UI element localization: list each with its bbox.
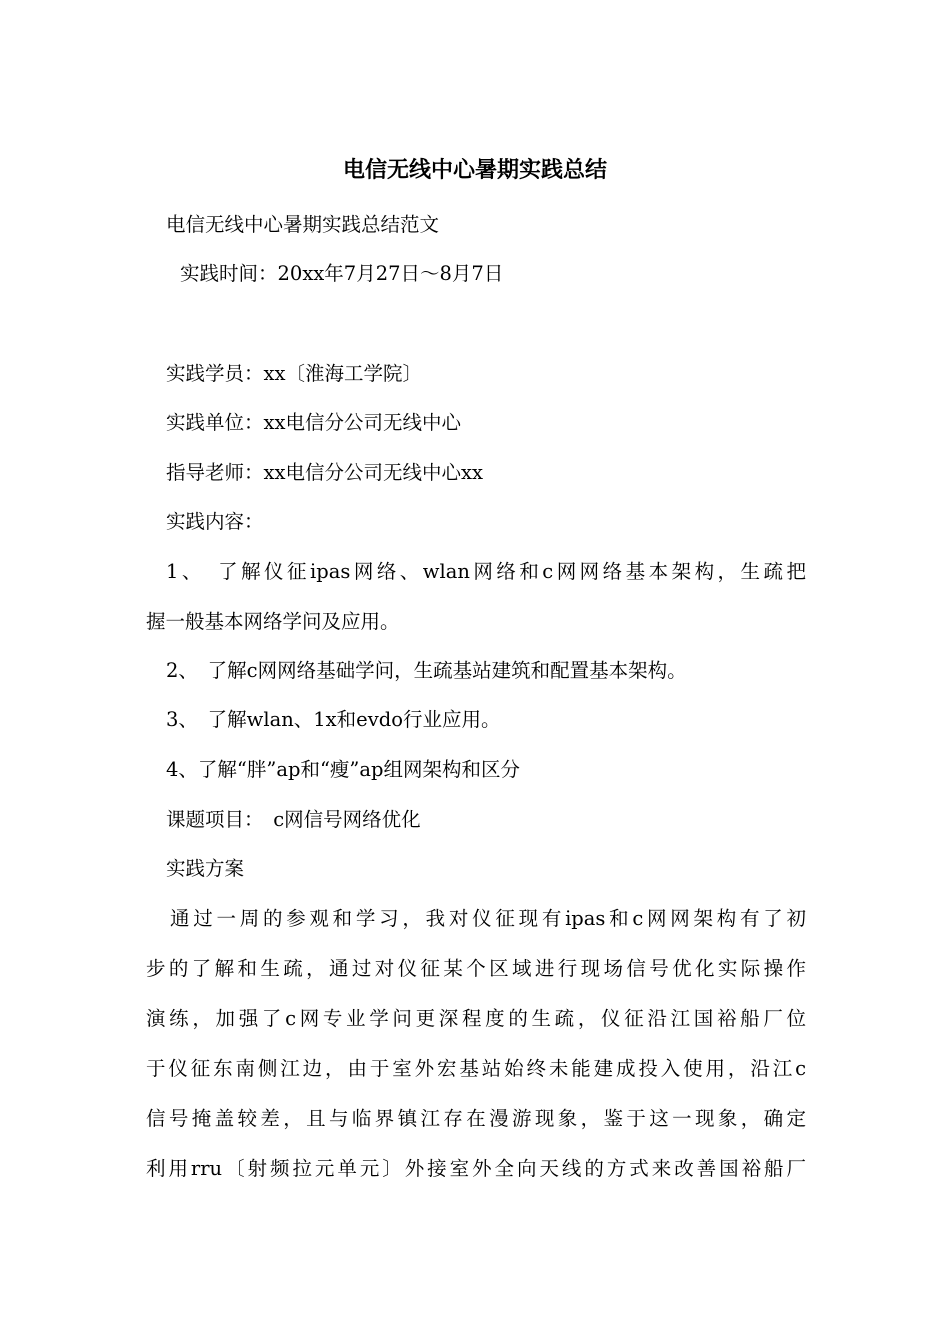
plan-paragraph-line-2: 步的了解和生疏，通过对仪征某个区域进行现场信号优化实际操作: [146, 957, 806, 980]
plan-paragraph-line-4: 于仪征东南侧江边，由于室外宏基站始终未能建成投入使用，沿江c: [146, 1057, 806, 1080]
plan-paragraph-line-6: 利用rru〔射频拉元单元〕外接室外全向天线的方式来改善国裕船厂: [146, 1157, 806, 1180]
plan-paragraph-line-1: 通过一周的参观和学习，我对仪征现有ipas和c网网架构有了初: [170, 907, 806, 930]
content-item-1: 1、 了解仪征ipas网络、wlan网络和c网网络基本架构，生疏把: [166, 560, 806, 583]
content-item-2: 2、 了解c网网络基础学问，生疏基站建筑和配置基本架构。: [166, 659, 687, 682]
plan-heading: 实践方案: [166, 857, 245, 880]
instructor-line: 指导老师：xx电信分公司无线中心xx: [166, 461, 483, 484]
project-line: 课题项目： c网信号网络优化: [166, 808, 421, 831]
subtitle-line: 电信无线中心暑期实践总结范文: [166, 213, 440, 236]
practice-student-line: 实践学员：xx〔淮海工学院〕: [166, 362, 422, 385]
document-title: 电信无线中心暑期实践总结: [342, 157, 607, 183]
practice-time-line: 实践时间：20xx年7月27日～8月7日: [180, 262, 504, 285]
content-item-1-continued: 握一般基本网络学问及应用。: [146, 610, 400, 633]
content-heading: 实践内容：: [166, 510, 264, 533]
content-item-3: 3、 了解wlan、1x和evdo行业应用。: [166, 708, 501, 731]
plan-paragraph-line-3: 演练，加强了c网专业学问更深程度的生疏，仪征沿江国裕船厂位: [146, 1007, 806, 1030]
plan-paragraph-line-5: 信号掩盖较差，且与临界镇江存在漫游现象，鉴于这一现象，确定: [146, 1107, 806, 1130]
practice-unit-line: 实践单位：xx电信分公司无线中心: [166, 411, 461, 434]
content-item-4: 4、了解“胖”ap和“瘦”ap组网架构和区分: [166, 758, 520, 781]
